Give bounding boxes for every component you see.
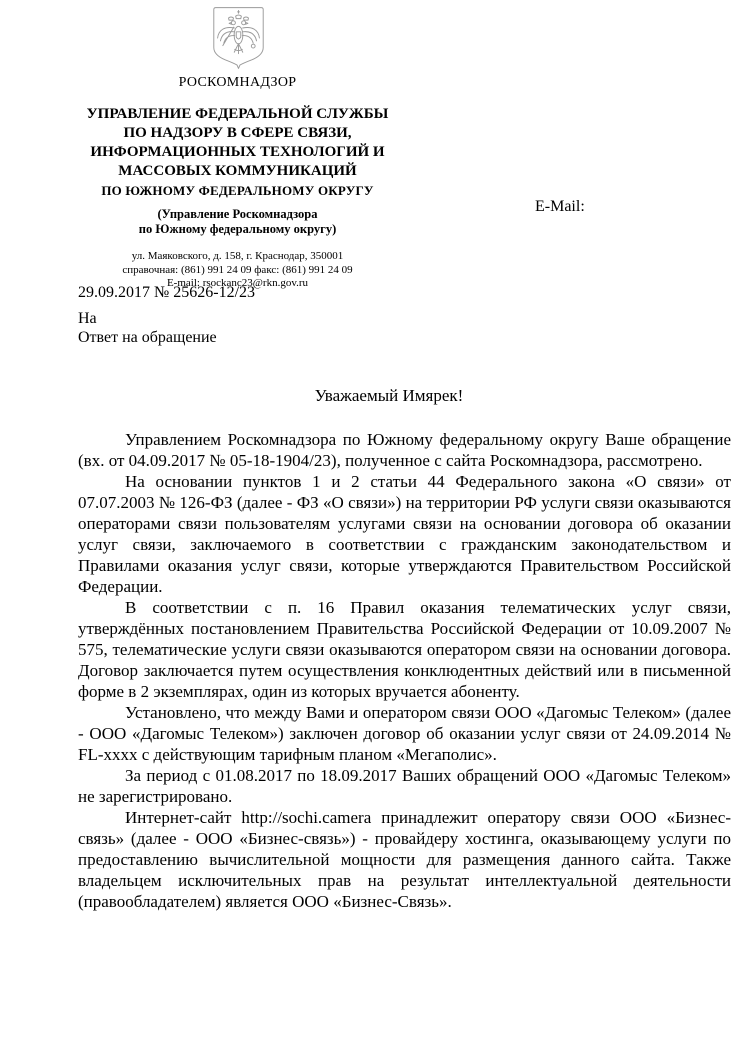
agency-alt-name bbox=[60, 207, 415, 237]
department-name-line: ИНФОРМАЦИОННЫХ ТЕХНОЛОГИЙ И bbox=[90, 144, 385, 160]
department-name-line: МАССОВЫХ КОММУНИКАЦИЙ bbox=[118, 163, 357, 179]
body-paragraph: Установлено, что между Вами и оператором связи ООО «Дагомыс Телеком» (далее - ООО «Дагомыс Телеком») заключен договор об оказании услуг связи от 24.09.2014 № FL-xxxx с действующим тарифным планом «Мегаполис». bbox=[78, 703, 731, 764]
letterhead-block bbox=[60, 105, 415, 291]
department-name-line: УПРАВЛЕНИЕ ФЕДЕРАЛЬНОЙ СЛУЖБЫ bbox=[86, 106, 389, 122]
body-paragraph: За период с 01.08.2017 по 18.09.2017 Ваших обращений ООО «Дагомыс Телеком» не зарегистрировано. bbox=[78, 766, 731, 806]
reply-to-label: На bbox=[78, 310, 97, 327]
salutation: Уважаемый Имярек! bbox=[314, 386, 464, 405]
reference-block bbox=[78, 283, 255, 347]
body-paragraph: На основании пунктов 1 и 2 статьи 44 Федерального закона «О связи» от 07.07.2003 № 126-ФЗ (далее - ФЗ «О связи») на территории РФ услуги связи оказываются операторами связи пользователям услугами связи на основании договора об оказании услуг связи, заключаемого в соответствии с гражданским законодательством и Правилами оказания услуг связи, которые утверждаются Правительством Российской Федерации. bbox=[78, 472, 731, 596]
body-paragraph: Управлением Роскомнадзора по Южному федеральному округу Ваше обращение (вх. от 04.09.2017 № 05-18-1904/23), полученное с сайта Роскомнадзора, рассмотрено. bbox=[78, 430, 731, 470]
agency-short-name: РОСКОМНАДЗОР bbox=[178, 75, 297, 90]
outgoing-date-number: 29.09.2017 № 25626-12/23 bbox=[78, 284, 256, 301]
body-paragraph: Интернет-сайт http://sochi.camera принадлежит оператору связи ООО «Бизнес-связь» (далее - ООО «Бизнес-связь») - провайдеру хостинга, оказывающему услуги по предоставлению вычислительной мощности для размещения данного сайта. Также владельцем исключительных прав на результат интеллектуальной деятельности (правообладателем) является ООО «Бизнес-Связь». bbox=[78, 808, 731, 911]
agency-alt-name-line: (Управление Роскомнадзора bbox=[157, 207, 318, 221]
agency-email: E-mail: rsockanc23@rkn.gov.ru bbox=[166, 277, 309, 289]
body-paragraph: В соответствии с п. 16 Правил оказания телематических услуг связи, утверждённых постановлением Правительства Российской Федерации от 10.09.2007 № 575, телематические услуги связи оказываются оператором связи на основании договора. Договор заключается путем осуществления конклюдентных действий или в письменной форме в 2 экземплярах, один из которых вручается абоненту. bbox=[78, 598, 731, 701]
recipient-email-label: E-Mail: bbox=[535, 198, 585, 215]
phone-fax-line: справочная: (861) 991 24 09 факс: (861) 991 24 09 bbox=[122, 263, 353, 276]
letter-body bbox=[78, 429, 731, 912]
department-name-line: ПО НАДЗОРУ В СФЕРЕ СВЯЗИ, bbox=[123, 125, 352, 141]
agency-alt-name-line: по Южному федеральному округу) bbox=[138, 222, 337, 236]
department-name bbox=[60, 105, 415, 181]
russia-coat-of-arms-icon bbox=[210, 6, 267, 70]
federal-district-line: ПО ЮЖНОМУ ФЕДЕРАЛЬНОМУ ОКРУГУ bbox=[101, 183, 374, 198]
postal-address: ул. Маяковского, д. 158, г. Краснодар, 350001 bbox=[131, 250, 344, 262]
subject-line: Ответ на обращение bbox=[78, 329, 217, 346]
